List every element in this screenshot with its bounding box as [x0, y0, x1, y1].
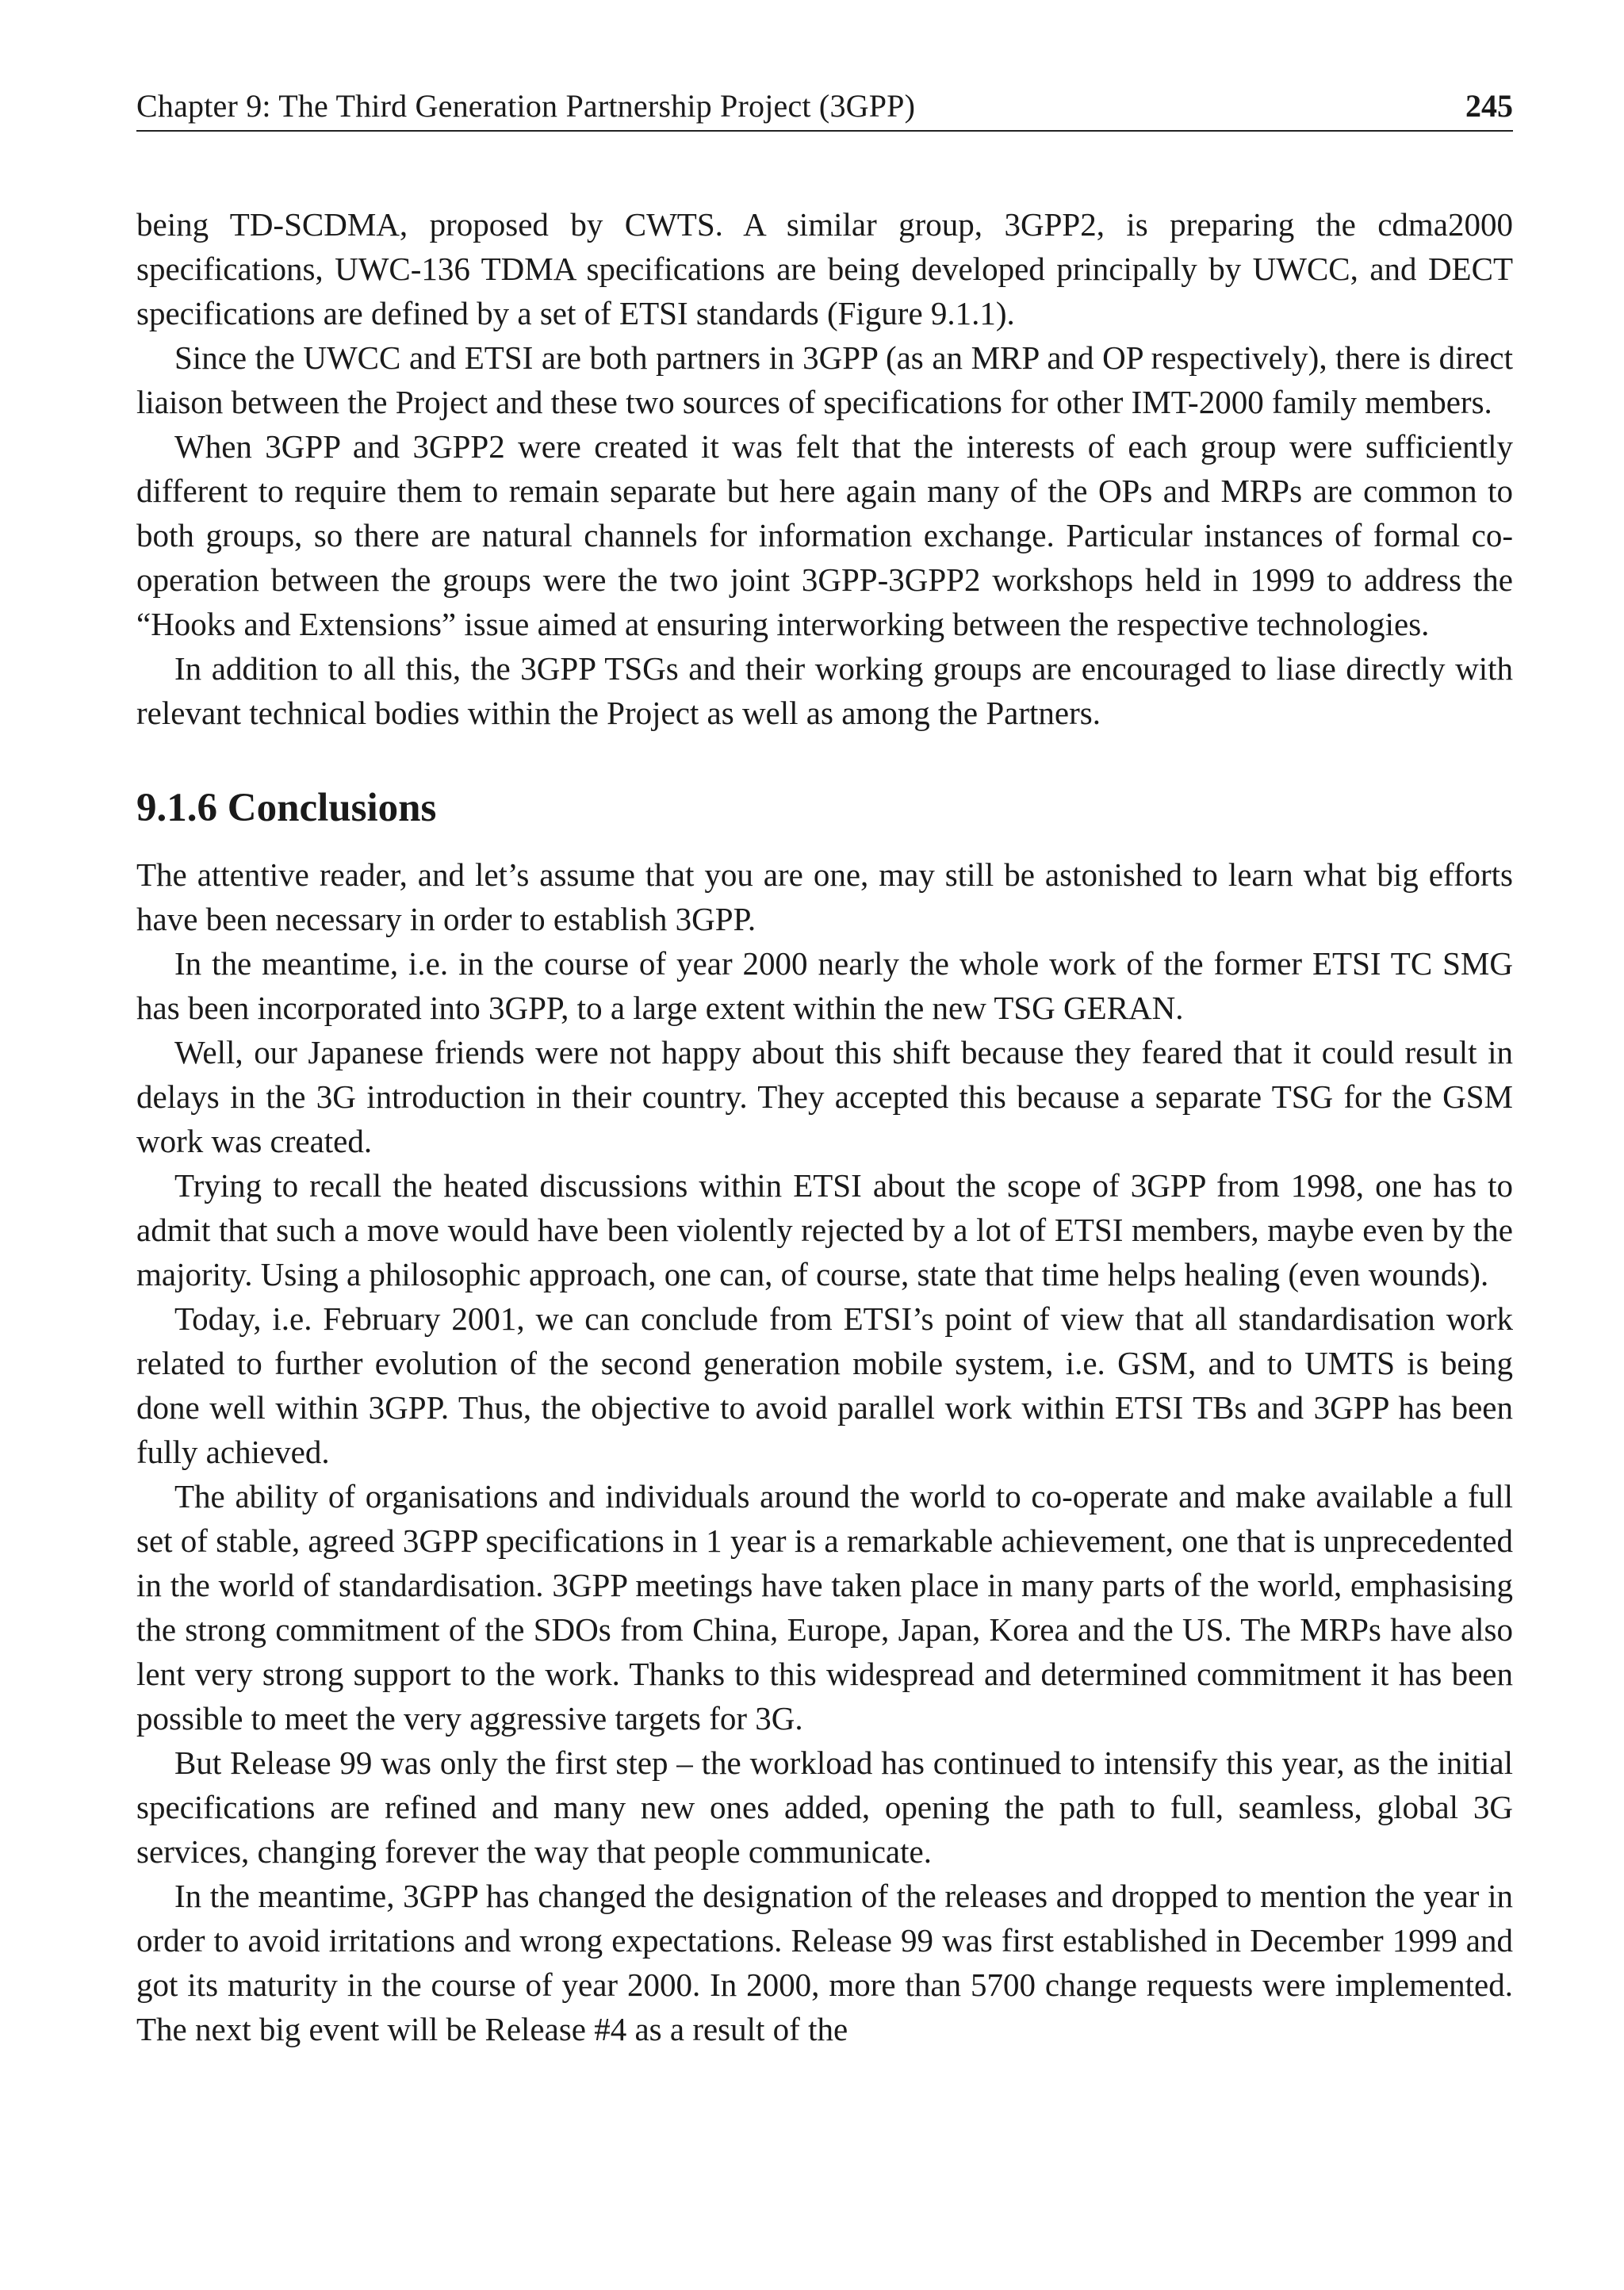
- paragraph: Since the UWCC and ETSI are both partners in 3GPP (as an MRP and OP respectively), there is direct liaison between the Project and these two sources of specifications for other IMT-2000 family members.: [136, 339, 1513, 420]
- paragraph: Well, our Japanese friends were not happy about this shift because they feared that it could result in delays in the 3G introduction in their country. They accepted this because a separate TSG for the GSM work was created.: [136, 1034, 1513, 1159]
- paragraph: But Release 99 was only the first step – the workload has continued to intensify this year, as the initial specifications are refined and many new ones added, opening the path to full, seamless, global 3G services, changing forever the way that people communicate.: [136, 1744, 1513, 1870]
- paragraph: In addition to all this, the 3GPP TSGs and their working groups are encouraged to liase directly with relevant technical bodies within the Project as well as among the Partners.: [136, 650, 1513, 731]
- paragraph: When 3GPP and 3GPP2 were created it was felt that the interests of each group were sufficiently different to require them to remain separate but here again many of the OPs and MRPs are common to both groups, so there are natural channels for information exchange. Particular instances of formal co-operation between the groups were the two joint 3GPP-3GPP2 workshops held in 1999 to address the “Hooks and Extensions” issue aimed at ensuring interworking between the respective technologies.: [136, 428, 1513, 642]
- paragraph: being TD-SCDMA, proposed by CWTS. A similar group, 3GPP2, is preparing the cdma2000 specifications, UWC-136 TDMA specifications are being developed principally by UWCC, and DECT specifications are defined by a set of ETSI standards (Figure 9.1.1).: [136, 206, 1513, 331]
- body-text: [136, 202, 1513, 2051]
- paragraph: In the meantime, i.e. in the course of year 2000 nearly the whole work of the former ETSI TC SMG has been incorporated into 3GPP, to a large extent within the new TSG GERAN.: [136, 945, 1513, 1026]
- paragraph: Today, i.e. February 2001, we can conclude from ETSI’s point of view that all standardisation work related to further evolution of the second generation mobile system, i.e. GSM, and to UMTS is being done well within 3GPP. Thus, the objective to avoid parallel work within ETSI TBs and 3GPP has been fully achieved.: [136, 1300, 1513, 1470]
- paragraph: The ability of organisations and individuals around the world to co-operate and make available a full set of stable, agreed 3GPP specifications in 1 year is a remarkable achievement, one that is unprecedented in the world of standardisation. 3GPP meetings have taken place in many parts of the world, emphasising the strong commitment of the SDOs from China, Europe, Japan, Korea and the US. The MRPs have also lent very strong support to the work. Thanks to this widespread and determined commitment it has been possible to meet the very aggressive targets for 3G.: [136, 1478, 1513, 1737]
- paragraph: In the meantime, 3GPP has changed the designation of the releases and dropped to mention the year in order to avoid irritations and wrong expectations. Release 99 was first established in December 1999 and got its maturity in the course of year 2000. In 2000, more than 5700 change requests were implemented. The next big event will be Release #4 as a result of the: [136, 1878, 1513, 2047]
- running-header: [136, 82, 1513, 132]
- paragraph: The attentive reader, and let’s assume that you are one, may still be astonished to learn what big efforts have been necessary in order to establish 3GPP.: [136, 856, 1513, 937]
- chapter-title: Chapter 9: The Third Generation Partnership Project (3GPP): [136, 88, 916, 124]
- page-number: 245: [1465, 88, 1513, 124]
- paragraph: Trying to recall the heated discussions within ETSI about the scope of 3GPP from 1998, one has to admit that such a move would have been violently rejected by a lot of ETSI members, maybe even by the majority. Using a philosophic approach, one can, of course, state that time helps healing (even wounds).: [136, 1167, 1513, 1292]
- section-heading: 9.1.6 Conclusions: [136, 786, 437, 830]
